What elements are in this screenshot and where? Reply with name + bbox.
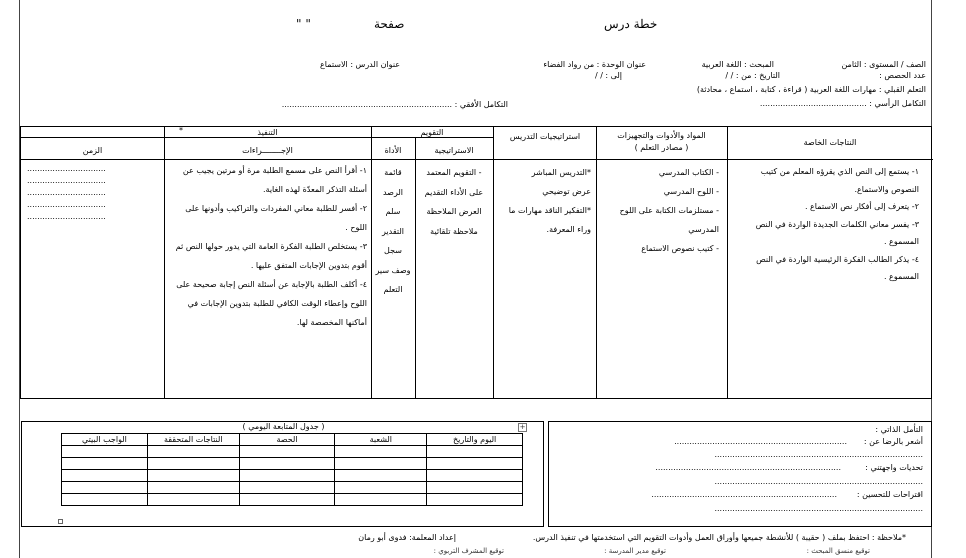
outcomes-list [733,163,919,286]
list-item: ٤- أكلف الطلبة بالإجابة عن أسئلة النص إجابة صحيحة على اللوح وإعطاء الوقت الكافي للطلبة بتدوين الإجابات في أماكنها المخصصة لها. [176,280,367,327]
dotted-line: .................................................................................. [714,450,923,459]
sign-supervisor: توقيع المشرف التربوي : [433,547,504,555]
horizontal-integration: التكامل الأفقي : ................................................................... [281,100,508,109]
followup-table [61,433,523,506]
table-row [62,494,523,506]
table-row [62,482,523,494]
reflection-title: التأمل الذاتي : [875,425,923,434]
followup-title: ( جدول المتابعة اليومي ) [242,422,325,431]
dotted-line: ............................... [27,200,106,209]
vertical-integration: التكامل الرأسي : .......................................... [759,99,926,108]
sign-principal: توقيع مدير المدرسة : [604,547,666,555]
list-item: ٤- يذكر الطالب الفكرة الرئيسية الواردة في النص المسموع . [756,254,919,281]
list-item: - اللوح المدرسي [663,187,719,196]
page-number-quotes: " " [296,17,311,31]
date-from: التاريخ : من : / / [725,71,780,80]
header-evaluation: التقويم [420,128,444,137]
table-row [62,470,523,482]
table-row [62,446,523,458]
challenges-label: تحديات واجهتني : [865,463,923,472]
dotted-line: ......................................................................... [651,490,837,499]
column-header: الشعبة [335,434,427,446]
table-row [62,458,523,470]
dotted-line: .................................................................................. [714,504,923,513]
list-item: ١- أقرأ النص على مسمع الطلبة مرة أو مرتين يجيب عن أسئلة التذكر المعدّة لهذه الغاية. [182,166,367,194]
lesson-title: عنوان الدرس : الاستماع [320,60,400,69]
title-plan: خطة درس [604,17,658,31]
list-item: ٢- يتعرف إلى أفكار نص الاستماع . [804,202,919,211]
prepared-by: إعداد المعلمة: فدوى أبو رمان [358,533,456,542]
prior-learning: التعلم القبلي : مهارات اللغة العربية ( قراءة ، كتابة ، استماع ، محادثة) [696,85,926,94]
list-item: *التدريس المباشر [531,168,591,177]
sign-dept-head: توقيع منسق المبحث : [806,547,870,555]
satisfied-label: أشعر بالرضا عن : [863,437,923,446]
header-eval-tool: الأداة [384,146,402,155]
classes-count: عدد الحصص : [879,71,926,80]
footer-note: *ملاحظة : احتفظ بملف ( حقيبة ) للأنشطة جميعها وأوراق العمل وأدوات التقويم التي استخدمتها في تنفيذ الدرس. [532,533,906,542]
list-item: - كتيب نصوص الاستماع [641,244,719,253]
dotted-line: ............................... [27,176,106,185]
lesson-plan-table [20,126,932,399]
dotted-line: .................................................................... [674,437,847,446]
dotted-line: ............................... [27,164,106,173]
dotted-line: ......................................................................... [655,463,841,472]
materials-list [603,163,719,258]
header-strategies: استراتيجيات التدريس [509,132,581,141]
list-item: ٣- يستخلص الطلبة الفكرة العامة التي يدور حولها النص ثم أقوم بتدوين الإجابات المتفق عليها . [175,242,367,270]
column-header: الحصة [239,434,335,446]
dotted-line: ............................... [27,188,106,197]
self-reflection-box [548,421,932,527]
header-procedures: الإجــــــــراءات [242,146,293,155]
column-header: الواجب البيتي [62,434,148,446]
header-time: الزمن [82,146,103,155]
dotted-line: ............................... [27,212,106,221]
strategies-list [499,163,591,239]
grade-level: الصف / المستوى : الثامن [841,60,926,69]
subject: المبحث : اللغة العربية [701,60,774,69]
header-materials: المواد والأدوات والتجهيزات [617,131,706,140]
daily-followup-box [21,421,544,527]
list-item: ٣- يفسر معاني الكلمات الجديدة الواردة في النص المسموع . [755,219,919,246]
header-eval-strategy: الاستراتيجية [434,146,474,155]
list-item: - الكتاب المدرسي [658,168,719,177]
list-item: ٢- أفسر للطلبة معاني المفردات والتراكيب وأدونها على اللوح . [185,204,367,232]
column-header: اليوم والتاريخ [427,434,523,446]
table-move-handle-icon[interactable]: + [519,423,526,431]
title-page: صفحة [374,17,405,31]
suggestions-label: اقتراحات للتحسين : [856,490,923,499]
eval-tool-text: قائمة الرصد سلم التقدير سجل وصف سير التعلم [375,168,411,294]
time-dots [27,163,157,223]
table-resize-handle[interactable] [58,519,63,524]
procedures-list [169,161,367,332]
eval-strategy-text: - التقويم المعتمد على الأداء التقديم العرض الملاحظة ملاحظة تلقائية [424,168,484,236]
list-item: عرض توضيحي [542,187,591,196]
list-item: ١- يستمع إلى النص الذي يقرؤه المعلم من كتيب النصوص والاستماع. [760,167,919,194]
column-header: النتاجات المتحققة [147,434,239,446]
header-materials-sub: ( مصادر التعلم ) [634,143,689,152]
list-item: *التفكير الناقد مهارات ما وراء المعرفة. [508,206,591,234]
list-item: - مستلزمات الكتابة على اللوح المدرسي [619,206,719,234]
dotted-line: .................................................................................. [714,477,923,486]
header-execution: التنفيذ * [179,126,278,137]
header-outcomes: النتاجات الخاصة [803,138,857,147]
unit-title: عنوان الوحدة : من رواد الفضاء [543,60,646,69]
table-header-row [62,434,523,446]
date-to: إلى : / / [594,71,622,80]
